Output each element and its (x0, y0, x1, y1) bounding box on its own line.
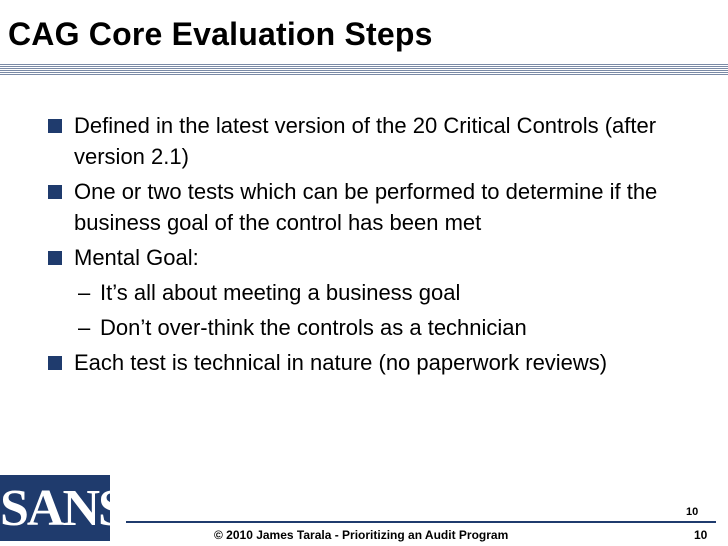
bullet-item (48, 347, 718, 378)
page-number-top: 10 (686, 506, 699, 518)
bullet-item (48, 242, 718, 273)
bullet-item (48, 176, 718, 238)
sub-bullet-text: Don’t over-think the controls as a technician (100, 315, 527, 340)
bullet-text: One or two tests which can be performed to determine if the business goal of the control has been met (74, 179, 658, 235)
footer-copyright: © 2010 James Tarala - Prioritizing an Audit Program (214, 528, 509, 542)
sub-bullet-item (48, 312, 718, 343)
square-bullet-icon (48, 251, 62, 265)
sub-bullet-text: It’s all about meeting a business goal (100, 280, 461, 305)
sans-logo (0, 475, 125, 541)
sub-bullet-item (48, 277, 718, 308)
footer-divider (126, 521, 716, 523)
bullet-text: Defined in the latest version of the 20 Critical Controls (after version 2.1) (74, 113, 657, 169)
bullet-list (48, 110, 718, 382)
square-bullet-icon (48, 185, 62, 199)
bullet-text: Mental Goal: (74, 245, 199, 270)
square-bullet-icon (48, 356, 62, 370)
title-divider (0, 64, 728, 75)
slide-title: CAG Core Evaluation Steps (8, 16, 433, 52)
sans-logo-text: SANS (0, 480, 125, 537)
dash-bullet-icon: – (78, 280, 91, 305)
square-bullet-icon (48, 119, 62, 133)
page-number-bottom: 10 (694, 528, 708, 542)
bullet-item (48, 110, 718, 172)
bullet-text: Each test is technical in nature (no paperwork reviews) (74, 350, 608, 375)
dash-bullet-icon: – (78, 315, 91, 340)
